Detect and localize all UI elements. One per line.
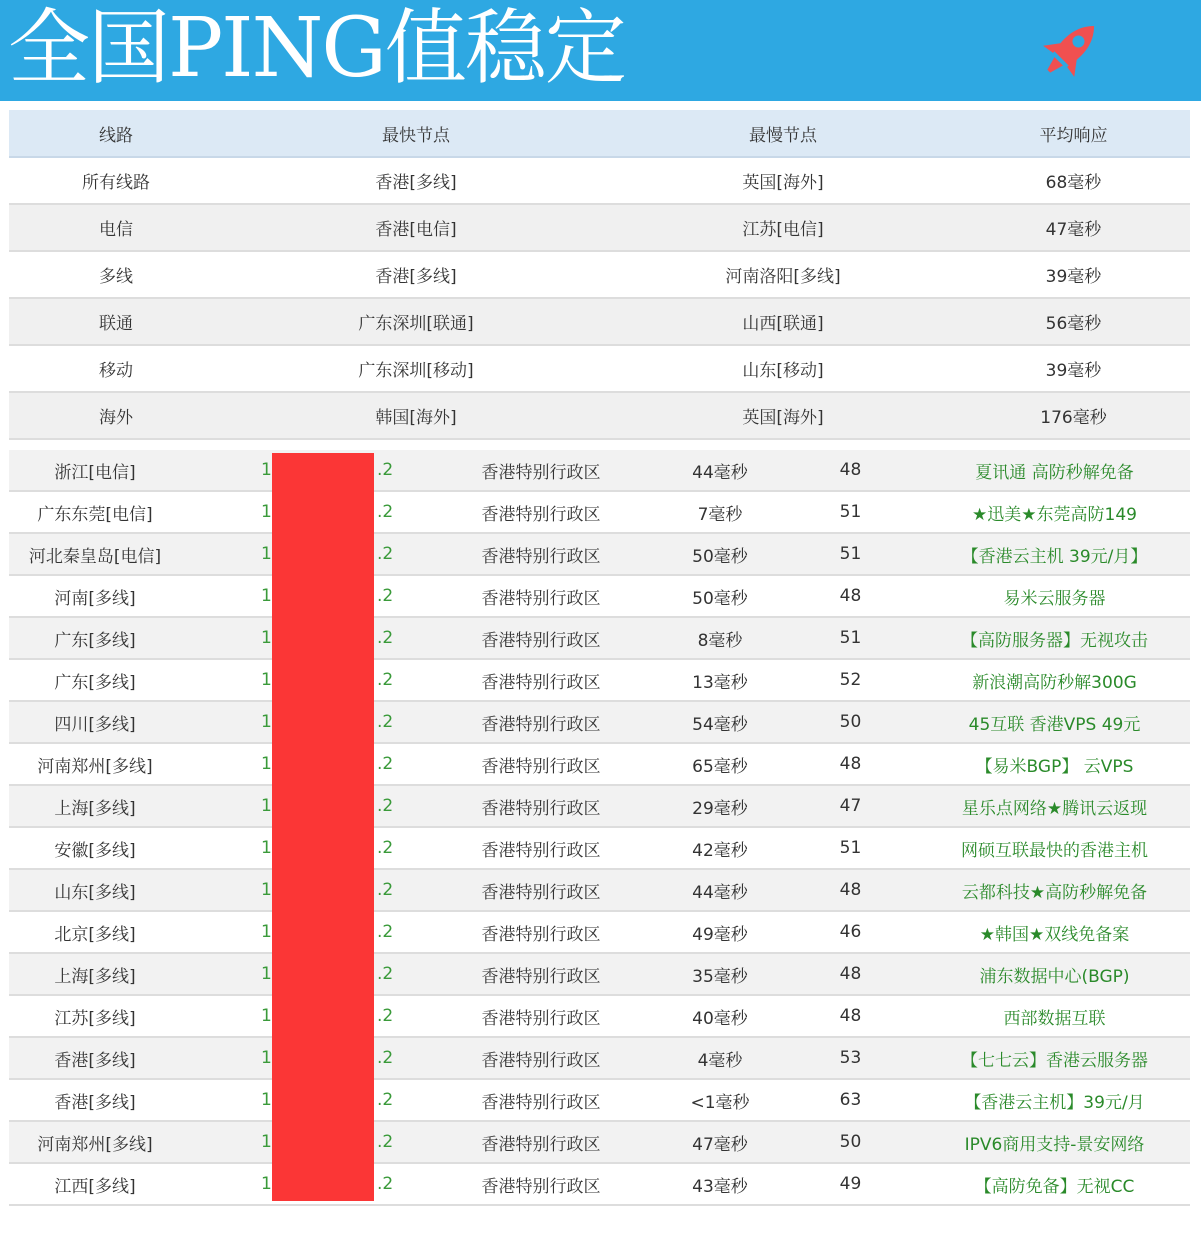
time-cell: 44毫秒 (658, 450, 782, 491)
ttl-cell: 48 (782, 953, 919, 995)
sponsor-link[interactable]: 新浪潮高防秒解300G (919, 659, 1190, 701)
ip-suffix: .2 (377, 586, 394, 606)
ip-prefix: 1 (261, 586, 272, 606)
location-cell: 香港特别行政区 (424, 911, 658, 953)
ip-suffix: .2 (377, 1006, 394, 1026)
sponsor-link[interactable]: ★韩国★双线免备案 (919, 911, 1190, 953)
ip-prefix: 1 (261, 880, 272, 900)
time-cell: 65毫秒 (658, 743, 782, 785)
ip-suffix: .2 (377, 880, 394, 900)
ttl-cell: 47 (782, 785, 919, 827)
location-cell: 香港特别行政区 (424, 701, 658, 743)
ip-prefix: 1 (261, 1048, 272, 1068)
time-cell: <1毫秒 (658, 1079, 782, 1121)
sponsor-link[interactable]: 【香港云主机 39元/月】 (919, 533, 1190, 575)
node-cell: 安徽[多线] (9, 827, 181, 869)
node-cell: 河北秦皇岛[电信] (9, 533, 181, 575)
time-cell: 54毫秒 (658, 701, 782, 743)
time-cell: 50毫秒 (658, 575, 782, 617)
ip-prefix: 1 (261, 628, 272, 648)
summary-cell: 海外 (9, 392, 223, 439)
node-cell: 江苏[多线] (9, 995, 181, 1037)
time-cell: 43毫秒 (658, 1163, 782, 1205)
sponsor-link[interactable]: 易米云服务器 (919, 575, 1190, 617)
ip-prefix: 1 (261, 964, 272, 984)
node-cell: 河南郑州[多线] (9, 1121, 181, 1163)
node-cell: 上海[多线] (9, 953, 181, 995)
summary-cell: 英国[海外] (609, 392, 957, 439)
node-cell: 北京[多线] (9, 911, 181, 953)
time-cell: 7毫秒 (658, 491, 782, 533)
location-cell: 香港特别行政区 (424, 450, 658, 491)
summary-cell: 香港[多线] (223, 251, 609, 298)
time-cell: 50毫秒 (658, 533, 782, 575)
node-cell: 四川[多线] (9, 701, 181, 743)
summary-row (9, 204, 1190, 251)
time-cell: 29毫秒 (658, 785, 782, 827)
ip-prefix: 1 (261, 502, 272, 522)
ip-suffix: .2 (377, 502, 394, 522)
detail-row (9, 743, 1190, 785)
detail-row (9, 575, 1190, 617)
summary-cell: 56毫秒 (957, 298, 1190, 345)
ip-suffix: .2 (377, 1132, 394, 1152)
ip-suffix: .2 (377, 838, 394, 858)
ttl-cell: 49 (782, 1163, 919, 1205)
sponsor-link[interactable]: 夏讯通 高防秒解免备 (919, 450, 1190, 491)
ip-suffix: .2 (377, 544, 394, 564)
ttl-cell: 51 (782, 827, 919, 869)
redaction-block (272, 453, 374, 1201)
detail-row (9, 1163, 1190, 1205)
summary-cell: 176毫秒 (957, 392, 1190, 439)
detail-row (9, 911, 1190, 953)
summary-cell: 多线 (9, 251, 223, 298)
sponsor-link[interactable]: 【高防免备】无视CC (919, 1163, 1190, 1205)
ip-prefix: 1 (261, 796, 272, 816)
time-cell: 42毫秒 (658, 827, 782, 869)
location-cell: 香港特别行政区 (424, 491, 658, 533)
ttl-cell: 50 (782, 701, 919, 743)
summary-header-cell: 最慢节点 (609, 110, 957, 157)
ttl-cell: 48 (782, 575, 919, 617)
summary-cell: 68毫秒 (957, 157, 1190, 204)
location-cell: 香港特别行政区 (424, 953, 658, 995)
ip-prefix: 1 (261, 754, 272, 774)
ip-prefix: 1 (261, 544, 272, 564)
ip-suffix: .2 (377, 460, 394, 480)
summary-cell: 广东深圳[移动] (223, 345, 609, 392)
summary-cell: 联通 (9, 298, 223, 345)
ttl-cell: 48 (782, 995, 919, 1037)
detail-table (9, 450, 1190, 1206)
summary-cell: 电信 (9, 204, 223, 251)
summary-header-cell: 线路 (9, 110, 223, 157)
ttl-cell: 63 (782, 1079, 919, 1121)
detail-row (9, 785, 1190, 827)
summary-header-cell: 平均响应 (957, 110, 1190, 157)
ip-prefix: 1 (261, 670, 272, 690)
node-cell: 上海[多线] (9, 785, 181, 827)
location-cell: 香港特别行政区 (424, 1079, 658, 1121)
summary-cell: 香港[多线] (223, 157, 609, 204)
summary-cell: 47毫秒 (957, 204, 1190, 251)
ip-prefix: 1 (261, 1090, 272, 1110)
time-cell: 4毫秒 (658, 1037, 782, 1079)
summary-cell: 山西[联通] (609, 298, 957, 345)
sponsor-link[interactable]: 【易米BGP】 云VPS (919, 743, 1190, 785)
location-cell: 香港特别行政区 (424, 785, 658, 827)
summary-cell: 香港[电信] (223, 204, 609, 251)
ip-prefix: 1 (261, 1132, 272, 1152)
time-cell: 49毫秒 (658, 911, 782, 953)
summary-header-row (9, 110, 1190, 157)
summary-cell: 移动 (9, 345, 223, 392)
summary-cell: 英国[海外] (609, 157, 957, 204)
ip-prefix: 1 (261, 1006, 272, 1026)
sponsor-link[interactable]: 45互联 香港VPS 49元 (919, 701, 1190, 743)
ip-suffix: .2 (377, 1174, 394, 1194)
node-cell: 广东东莞[电信] (9, 491, 181, 533)
node-cell: 河南郑州[多线] (9, 743, 181, 785)
ip-suffix: .2 (377, 796, 394, 816)
ttl-cell: 48 (782, 450, 919, 491)
ttl-cell: 48 (782, 743, 919, 785)
node-cell: 江西[多线] (9, 1163, 181, 1205)
detail-row (9, 1037, 1190, 1079)
location-cell: 香港特别行政区 (424, 995, 658, 1037)
time-cell: 44毫秒 (658, 869, 782, 911)
ip-suffix: .2 (377, 712, 394, 732)
node-cell: 河南[多线] (9, 575, 181, 617)
ttl-cell: 51 (782, 491, 919, 533)
node-cell: 山东[多线] (9, 869, 181, 911)
location-cell: 香港特别行政区 (424, 827, 658, 869)
location-cell: 香港特别行政区 (424, 1121, 658, 1163)
detail-row (9, 701, 1190, 743)
detail-row (9, 491, 1190, 533)
sponsor-link[interactable]: 【高防服务器】无视攻击 (919, 617, 1190, 659)
detail-row (9, 869, 1190, 911)
ip-prefix: 1 (261, 1174, 272, 1194)
ip-suffix: .2 (377, 964, 394, 984)
ip-prefix: 1 (261, 712, 272, 732)
sponsor-link[interactable]: IPV6商用支持-景安网络 (919, 1121, 1190, 1163)
detail-row (9, 617, 1190, 659)
ttl-cell: 46 (782, 911, 919, 953)
time-cell: 8毫秒 (658, 617, 782, 659)
banner-title: 全国PING值稳定 (8, 1, 625, 96)
node-cell: 广东[多线] (9, 617, 181, 659)
summary-row (9, 345, 1190, 392)
location-cell: 香港特别行政区 (424, 617, 658, 659)
time-cell: 13毫秒 (658, 659, 782, 701)
ip-prefix: 1 (261, 460, 272, 480)
ip-suffix: .2 (377, 922, 394, 942)
ttl-cell: 51 (782, 533, 919, 575)
sponsor-link[interactable]: 浦东数据中心(BGP) (919, 953, 1190, 995)
location-cell: 香港特别行政区 (424, 869, 658, 911)
detail-row (9, 450, 1190, 491)
rocket-icon (1032, 14, 1108, 86)
summary-cell: 韩国[海外] (223, 392, 609, 439)
ip-suffix: .2 (377, 754, 394, 774)
sponsor-link[interactable]: 云都科技★高防秒解免备 (919, 869, 1190, 911)
location-cell: 香港特别行政区 (424, 1037, 658, 1079)
summary-cell: 39毫秒 (957, 251, 1190, 298)
summary-row (9, 157, 1190, 204)
summary-cell: 39毫秒 (957, 345, 1190, 392)
node-cell: 广东[多线] (9, 659, 181, 701)
node-cell: 香港[多线] (9, 1037, 181, 1079)
summary-row (9, 298, 1190, 345)
time-cell: 40毫秒 (658, 995, 782, 1037)
sponsor-link[interactable]: ★迅美★东莞高防149 (919, 491, 1190, 533)
ttl-cell: 48 (782, 869, 919, 911)
summary-cell: 所有线路 (9, 157, 223, 204)
location-cell: 香港特别行政区 (424, 659, 658, 701)
ip-prefix: 1 (261, 922, 272, 942)
location-cell: 香港特别行政区 (424, 743, 658, 785)
sponsor-link[interactable]: 星乐点网络★腾讯云返现 (919, 785, 1190, 827)
ttl-cell: 52 (782, 659, 919, 701)
time-cell: 35毫秒 (658, 953, 782, 995)
location-cell: 香港特别行政区 (424, 1163, 658, 1205)
summary-cell: 江苏[电信] (609, 204, 957, 251)
ip-suffix: .2 (377, 1048, 394, 1068)
location-cell: 香港特别行政区 (424, 533, 658, 575)
summary-row (9, 251, 1190, 298)
ip-suffix: .2 (377, 670, 394, 690)
node-cell: 香港[多线] (9, 1079, 181, 1121)
banner (0, 0, 1201, 101)
ttl-cell: 50 (782, 1121, 919, 1163)
summary-cell: 广东深圳[联通] (223, 298, 609, 345)
sponsor-link[interactable]: 西部数据互联 (919, 995, 1190, 1037)
summary-row (9, 392, 1190, 439)
location-cell: 香港特别行政区 (424, 575, 658, 617)
detail-row (9, 659, 1190, 701)
summary-header-cell: 最快节点 (223, 110, 609, 157)
sponsor-link[interactable]: 网硕互联最快的香港主机 (919, 827, 1190, 869)
summary-table (9, 110, 1190, 440)
detail-row (9, 1121, 1190, 1163)
ip-prefix: 1 (261, 838, 272, 858)
summary-cell: 山东[移动] (609, 345, 957, 392)
ip-suffix: .2 (377, 1090, 394, 1110)
ttl-cell: 51 (782, 617, 919, 659)
node-cell: 浙江[电信] (9, 450, 181, 491)
detail-row (9, 995, 1190, 1037)
detail-row (9, 953, 1190, 995)
ip-suffix: .2 (377, 628, 394, 648)
detail-row (9, 827, 1190, 869)
ttl-cell: 53 (782, 1037, 919, 1079)
sponsor-link[interactable]: 【七七云】香港云服务器 (919, 1037, 1190, 1079)
sponsor-link[interactable]: 【香港云主机】39元/月 (919, 1079, 1190, 1121)
detail-row (9, 1079, 1190, 1121)
time-cell: 47毫秒 (658, 1121, 782, 1163)
summary-cell: 河南洛阳[多线] (609, 251, 957, 298)
detail-row (9, 533, 1190, 575)
